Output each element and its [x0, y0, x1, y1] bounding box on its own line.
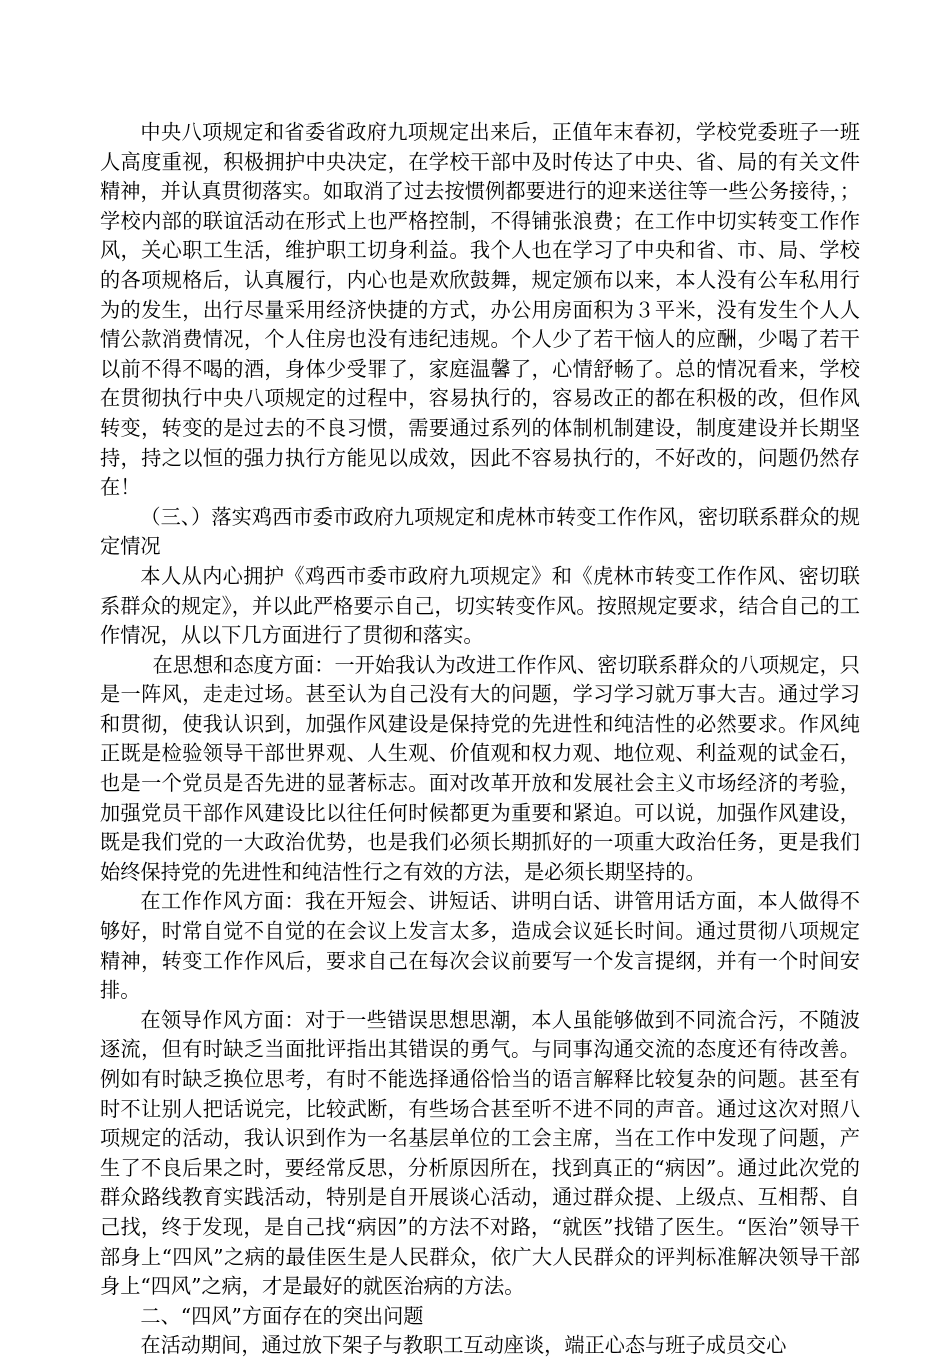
paragraph-support-rules: 本人从内心拥护《鸡西市委市政府九项规定》和《虎林市转变工作作风、密切联系群众的规定》，并以此严格要示自己，切实转变作风。按照规定要求，结合自己的工作情况，从以下几方面进行了贯彻和落实。	[100, 563, 860, 648]
paragraph-central-eight-rules: 中央八项规定和省委省政府九项规定出来后，正值年末春初，学校党委班子一班人高度重视，积极拥护中央决定，在学校干部中及时传达了中央、省、局的有关文件精神，并认真贯彻落实。如取消了过去按惯例都要进行的迎来送往等一些公务接待，；学校内部的联谊活动在形式上也严格控制，不得铺张浪费；在工作中切实转变工作作风，关心职工生活，维护职工切身利益。我个人也在学习了中央和省、市、局、学校的各项规格后，认真履行，内心也是欢欣鼓舞，规定颁布以来，本人没有公车私用行为的发生，出行尽量采用经济快捷的方式，办公用房面积为３平米，没有发生个人人情公款消费情况，个人住房也没有违纪违规。个人少了若干恼人的应酬，少喝了若干以前不得不喝的酒，身体少受罪了，家庭温馨了，心情舒畅了。总的情况看来，学校在贯彻执行中央八项规定的过程中，容易执行的，容易改正的都在积极的改，但作风转变，转变的是过去的不良习惯，需要通过系列的体制机制建设，制度建设并长期坚持，持之以恒的强力执行方能见以成效，因此不容易执行的，不好改的，问题仍然存在！	[100, 120, 860, 500]
paragraph-activity-period: 在活动期间，通过放下架子与教职工互动座谈，端正心态与班子成员交心	[140, 1333, 787, 1358]
section-heading-jixi-nine-rules: （三、）落实鸡西市委市政府九项规定和虎林市转变工作作风，密切联系群众的规定情况	[100, 504, 860, 559]
document-body	[100, 118, 860, 1361]
paragraph-thought-attitude: 在思想和态度方面：一开始我认为改进工作作风、密切联系群众的八项规定，只是一阵风，走走过场。甚至认为自己没有大的问题，学习学习就万事大吉。通过学习和贯彻，使我认识到，加强作风建设是保持党的先进性和纯洁性的必然要求。作风纯正既是检验领导干部世界观、人生观、价值观和权力观、地位观、利益观的试金石，也是一个党员是否先进的显著标志。面对改革开放和发展社会主义市场经济的考验，加强党员干部作风建设比以往任何时候都更为重要和紧迫。可以说，加强作风建设，既是我们党的一大政治优势，也是我们必须长期抓好的一项重大政治任务，更是我们始终保持党的先进性和纯洁性行之有效的方法，是必须长期坚持的。	[100, 652, 860, 884]
section-heading-four-winds: 二、“四风”方面存在的突出问题	[140, 1303, 424, 1328]
paragraph-leadership-style: 在领导作风方面：对于一些错误思想思潮，本人虽能够做到不同流合污，不随波逐流，但有时缺乏当面批评指出其错误的勇气。与同事沟通交流的态度还有待改善。例如有时缺乏换位思考，有时不能选择通俗恰当的语言解释比较复杂的问题。甚至有时不让别人把话说完，比较武断，有些场合甚至听不进不同的声音。通过这次对照八项规定的活动，我认识到作为一名基层单位的工会主席，当在工作中发现了问题，产生了不良后果之时，要经常反思，分析原因所在，找到真正的“病因”。通过此次党的群众路线教育实践活动，特别是自开展谈心活动，通过群众提、上级点、互相帮、自己找，终于发现，是自己找“病因”的方法不对路，“就医”找错了医生。“医治”领导干部身上“四风”之病的最佳医生是人民群众，依广大人民群众的评判标准解决领导干部身上“四风”之病，才是最好的就医治病的方法。	[100, 1007, 860, 1299]
paragraph-work-style: 在工作作风方面：我在开短会、讲短话、讲明白话、讲管用话方面，本人做得不够好，时常自觉不自觉的在会议上发言太多，造成会议延长时间。通过贯彻八项规定精神，转变工作作风后，要求自己在每次会议前要写一个发言提纲，并有一个时间安排。	[100, 889, 860, 1003]
